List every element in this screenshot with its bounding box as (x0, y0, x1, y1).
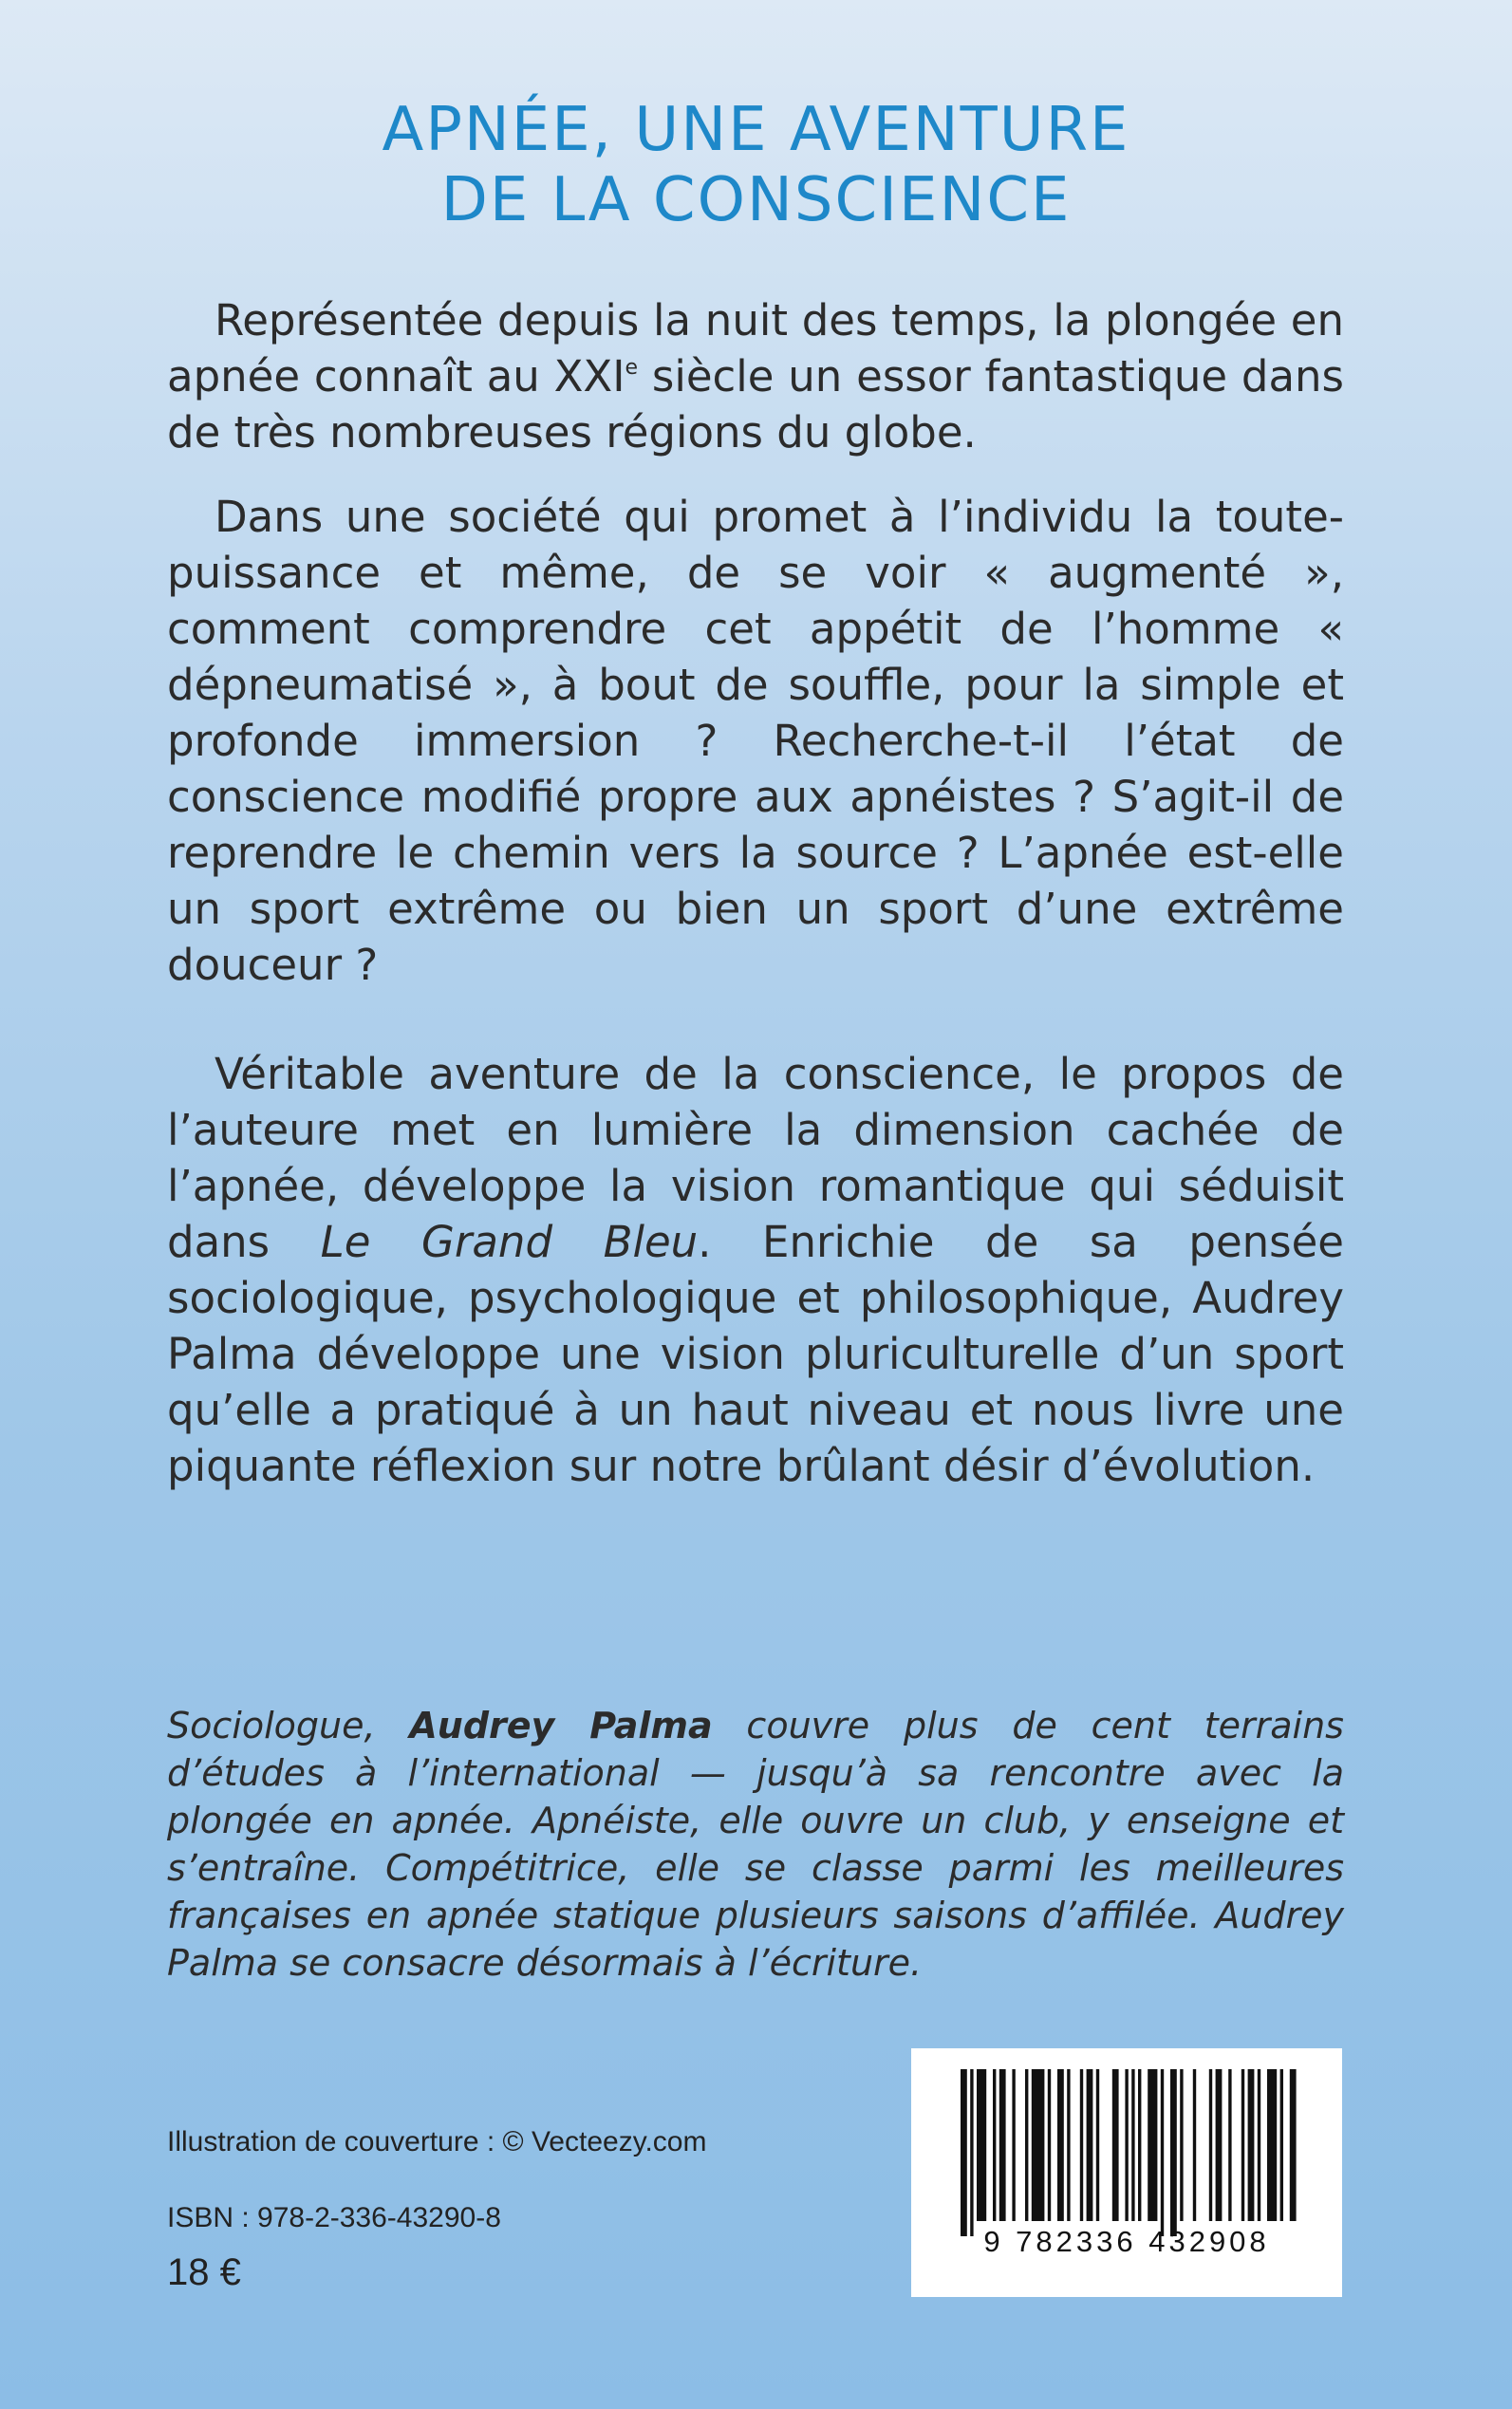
book-title (0, 95, 1512, 235)
barcode-bar (1241, 2069, 1244, 2221)
isbn: ISBN : 978-2-336-43290-8 (167, 2202, 501, 2233)
barcode-bar (1131, 2069, 1134, 2221)
barcode-bar (1258, 2069, 1260, 2221)
barcode-bar (1170, 2069, 1177, 2236)
barcode-bar (1248, 2069, 1255, 2221)
title-line-2: DE LA CONSCIENCE (440, 165, 1072, 235)
barcode-bar (1138, 2069, 1141, 2221)
barcode-bar (999, 2069, 1006, 2221)
barcode-bar (1080, 2069, 1083, 2221)
author-bio: Sociologue, Audrey Palma couvre plus de cent terrains d’études à l’international — jusqu’à sa rencontre avec la plongée en apnée. Apnéiste, elle ouvre un club, y enseigne et s’entraîne. Compétitrice, elle se classe parmi les meilleures françaises en apnée statique plusieurs saisons d’affilée. Audrey Palma se consacre désormais à l’écriture. (167, 1705, 1344, 1984)
barcode-bar (993, 2069, 996, 2221)
barcode (911, 2048, 1342, 2297)
barcode-bar (1216, 2069, 1223, 2221)
barcode-bar (1290, 2069, 1297, 2221)
paragraph-1: Représentée depuis la nuit des temps, la plongée en apnée connaît au XXIe siècle un essor fantastique dans de très nombreuses régions du globe. (167, 295, 1344, 458)
barcode-bar (1228, 2069, 1231, 2221)
barcode-bar (1087, 2069, 1093, 2221)
barcode-bar (1193, 2069, 1196, 2221)
barcode-digits: 9 782336 432908 (983, 2225, 1270, 2258)
barcode-bar (1096, 2069, 1099, 2221)
barcode-bar (1067, 2069, 1070, 2221)
synopsis (167, 292, 1344, 1521)
barcode-bar (1032, 2069, 1045, 2221)
barcode-bar (970, 2069, 973, 2236)
barcode-bar (1112, 2069, 1119, 2221)
film-title: Le Grand Bleu (320, 1217, 699, 1267)
cover-credits: Illustration de couverture : © Vecteezy.com (167, 2126, 707, 2157)
barcode-bar (1148, 2069, 1157, 2221)
barcode-bar (1280, 2069, 1283, 2221)
century-superscript: e (625, 356, 639, 380)
title-line-1: APNÉE, UNE AVENTURE (382, 95, 1130, 165)
price: 18 € (167, 2251, 241, 2293)
paragraph-2: Dans une société qui promet à l’individu la toute-puissance et même, de se voir « augmenté », comment comprendre cet appétit de l’homme « dépneumatisé », à bout de souffle, pour la simple et profonde immersion ? Recherche-t-il l’état de conscience modifié propre aux apnéistes ? S’agit-il de reprendre le chemin vers la source ? L’apnée est-elle un sport extrême ou bien un sport d’une extrême douceur ? (167, 492, 1344, 990)
barcode-bar (1209, 2069, 1212, 2221)
barcode-bar (1025, 2069, 1028, 2221)
barcode-bar (961, 2069, 967, 2236)
barcode-bar (1012, 2069, 1015, 2221)
barcode-bars (911, 2048, 1342, 2297)
barcode-bar (1057, 2069, 1064, 2221)
barcode-bar (1125, 2069, 1128, 2221)
barcode-bar (1161, 2069, 1164, 2236)
barcode-bar (1267, 2069, 1277, 2221)
barcode-bar (1180, 2069, 1183, 2221)
paragraph-3: Véritable aventure de la conscience, le propos de l’auteure met en lumière la dimension cachée de l’apnée, développe la vision romantique qui séduisit dans Le Grand Bleu. Enrichie de sa pensée sociologique, psychologique et philosophique, Audrey Palma développe une vision pluriculturelle d’un sport qu’elle a pratiqué à un haut niveau et nous livre une piquante réflexion sur notre brûlant désir d’évolution. (167, 1049, 1344, 1491)
barcode-bar (977, 2069, 986, 2221)
author-name: Audrey Palma (409, 1705, 713, 1746)
barcode-bar (1048, 2069, 1051, 2221)
